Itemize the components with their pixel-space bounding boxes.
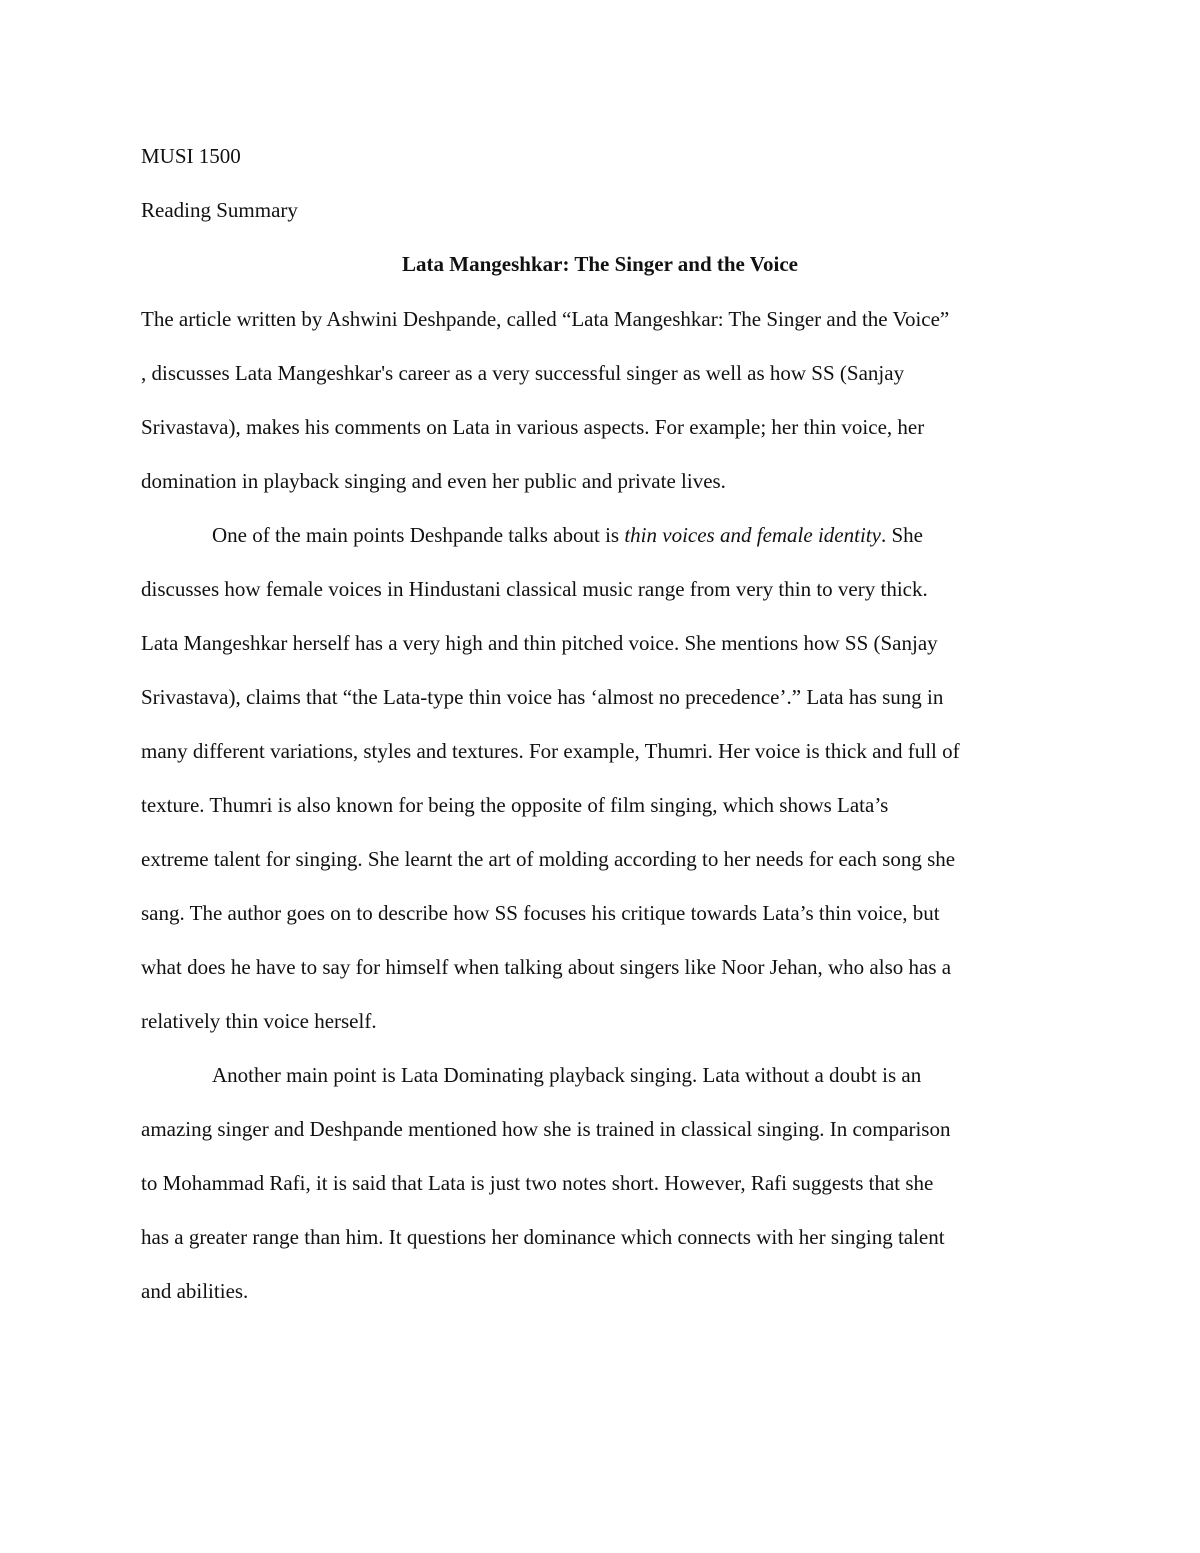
paragraph-line: to Mohammad Rafi, it is said that Lata is just two notes short. However, Rafi suggests that she xyxy=(141,1171,934,1195)
paragraph-line: Srivastava), claims that “the Lata-type thin voice has ‘almost no precedence’.” Lata has sung in xyxy=(141,685,944,709)
paragraph-line: has a greater range than him. It questions her dominance which connects with her singing talent xyxy=(141,1225,945,1249)
paragraph-line: Srivastava), makes his comments on Lata in various aspects. For example; her thin voice, her xyxy=(141,415,925,439)
paragraph-line: extreme talent for singing. She learnt the art of molding according to her needs for each song she xyxy=(141,847,956,871)
paragraph-line: texture. Thumri is also known for being the opposite of film singing, which shows Lata’s xyxy=(141,793,889,817)
paragraph-line: amazing singer and Deshpande mentioned how she is trained in classical singing. In comparison xyxy=(141,1117,951,1141)
paragraph-line: sang. The author goes on to describe how SS focuses his critique towards Lata’s thin voice, but xyxy=(141,901,940,925)
paragraph-line: , discusses Lata Mangeshkar's career as a very successful singer as well as how SS (Sanjay xyxy=(141,361,905,385)
paragraph-line: what does he have to say for himself when talking about singers like Noor Jehan, who also has a xyxy=(141,955,952,979)
paragraph-line: Lata Mangeshkar herself has a very high and thin pitched voice. She mentions how SS (Sanjay xyxy=(141,631,938,655)
paragraph-line: discusses how female voices in Hindustani classical music range from very thin to very thick. xyxy=(141,577,928,601)
paragraph-line: many different variations, styles and textures. For example, Thumri. Her voice is thick and full of xyxy=(141,739,960,763)
text-run: . She xyxy=(880,523,923,547)
paragraph-line: The article written by Ashwini Deshpande, called “Lata Mangeshkar: The Singer and the Voice” xyxy=(141,307,950,331)
assignment-type: Reading Summary xyxy=(141,198,298,222)
emphasized-phrase: thin voices and female identity xyxy=(624,523,881,547)
paragraph-line: domination in playback singing and even her public and private lives. xyxy=(141,469,726,493)
paragraph-line: and abilities. xyxy=(141,1279,249,1303)
paragraph-line xyxy=(212,522,923,548)
text-run: One of the main points Deshpande talks about is xyxy=(212,523,625,547)
course-code: MUSI 1500 xyxy=(141,144,241,168)
essay-title: Lata Mangeshkar: The Singer and the Voice xyxy=(402,252,798,276)
paragraph-line: relatively thin voice herself. xyxy=(141,1009,377,1033)
paragraph-line: Another main point is Lata Dominating playback singing. Lata without a doubt is an xyxy=(212,1063,922,1087)
